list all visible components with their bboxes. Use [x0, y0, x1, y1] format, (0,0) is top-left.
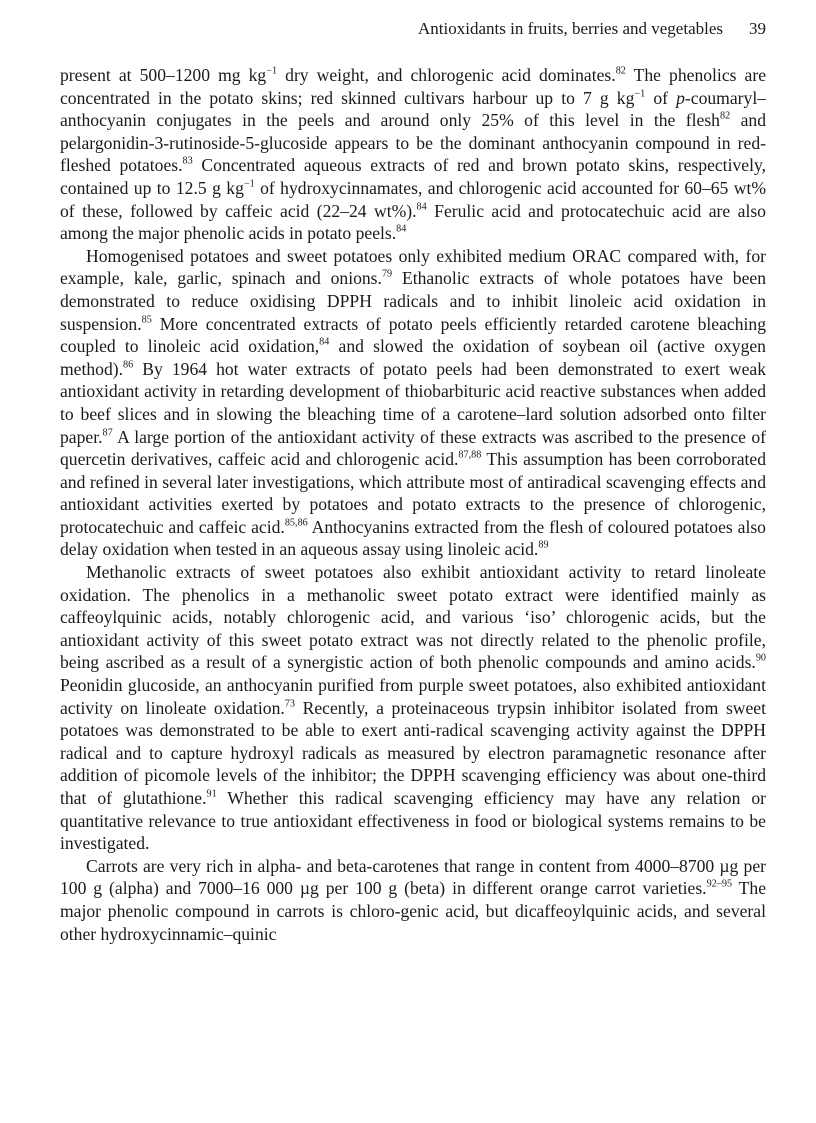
citation-ref: 84 — [416, 201, 427, 213]
text-run: Methanolic extracts of sweet potatoes also exhibit antioxidant activity to retard linoleate oxidation. The phenolics in a methanolic sweet potato extract were identified mainly as caffeoylquinic acids, notably chlorogenic acid, and various ‘iso’ chlorogenic acids, but the antioxidant activity of this sweet potato extract was not directly related to the phenolic profile, being ascribed as a result of a synergistic action of both phenolic compounds and amino acids. — [60, 562, 766, 673]
text-run: More concentrated extracts of potato peels efficiently retarded carotene bleaching coupled to linoleic acid oxidation, — [60, 313, 766, 357]
citation-ref: −1 — [266, 65, 278, 77]
text-run: and pelargonidin-3-rutinoside-5-glucoside appears to be the dominant anthocyanin compound in red-fleshed potatoes. — [60, 110, 766, 176]
citation-ref: 79 — [381, 269, 393, 280]
body-text — [60, 64, 766, 945]
running-title: Antioxidants in fruits, berries and vegetables — [418, 19, 723, 38]
text-run: The major phenolic compound in carrots is chloro-genic acid, but dicaffeoylquinic acids, and several other hydroxycinnamic–quinic — [60, 878, 766, 944]
text-run: Recently, a proteinaceous trypsin inhibitor isolated from sweet potatoes was demonstrated to be able to exert anti-radical scavenging activity against the DPPH radical and to capture hydroxyl radicals as measured by electron paramagnetic resonance after addition of picomole levels of the inhibitor; the DPPH scavenging efficiency was about one-third that of glutathione. — [60, 697, 766, 808]
text-run: Whether this radical scavenging efficiency may have any relation or quantitative relevance to true antioxidant effectiveness in food or biological systems remains to be investigated. — [60, 788, 766, 854]
text-run: Homogenised potatoes and sweet potatoes only exhibited medium ORAC compared with, for example, kale, garlic, spinach and onions. — [60, 245, 766, 289]
text-run: Peonidin glucoside, an anthocyanin purified from purple sweet potatoes, also exhibited antioxidant activity on linoleate oxidation. — [60, 675, 766, 718]
text-run: Ferulic acid and protocatechuic acid are also among the major phenolic acids in potato peels. — [60, 200, 766, 244]
citation-ref: 89 — [538, 540, 549, 552]
citation-ref: 73 — [284, 698, 295, 710]
text-run: and slowed the oxidation of soybean oil (active oxygen method). — [60, 336, 766, 379]
text-run: The phenolics are concentrated in the potato skins; red skinned cultivars harbour up to 7 g kg — [60, 65, 767, 108]
running-header — [60, 18, 766, 40]
citation-ref: 84 — [319, 336, 330, 348]
text-run: Anthocyanins extracted from the flesh of coloured potatoes also delay oxidation when tested in an aqueous assay using linoleic acid. — [60, 516, 766, 560]
citation-ref: 90 — [755, 653, 766, 665]
text-run: Carrots are very rich in alpha- and beta-carotenes that range in content from 4000–8700 µg per 100 g (alpha) and 7000–16 000 µg per 100 g (beta) in different orange carrot varieties. — [60, 855, 766, 899]
citation-ref: 84 — [396, 223, 407, 235]
text-run: dry weight, and chlorogenic acid dominates. — [277, 65, 616, 85]
citation-ref: 82 — [615, 65, 626, 77]
paragraph — [60, 245, 766, 561]
text-run: p — [676, 87, 685, 108]
citation-ref: −1 — [634, 88, 646, 100]
text-run: of — [645, 87, 677, 108]
text-run: By 1964 hot water extracts of potato peels had been demonstrated to exert weak antioxidant activity in retarding development of thiobarbituric acid reactive substances when added to beef slices and in slowing the bleaching time of a carotene–lard solution adsorbed onto filter paper. — [60, 358, 766, 447]
citation-ref: 85,86 — [284, 517, 308, 529]
text-run: A large portion of the antioxidant activity of these extracts was ascribed to the presence of quercetin derivatives, caffeic acid and chlorogenic acid. — [60, 426, 766, 470]
text-run: Ethanolic extracts of whole potatoes have been demonstrated to reduce oxidising DPPH radicals and to inhibit linoleic acid oxidation in suspension. — [60, 268, 767, 334]
paragraph — [60, 855, 766, 945]
text-run: -coumaryl–anthocyanin conjugates in the peels and around only 25% of this level in the flesh — [60, 87, 767, 131]
citation-ref: 92–95 — [706, 879, 733, 891]
text-run: present at 500–1200 mg kg — [60, 65, 267, 85]
page-number: 39 — [749, 19, 766, 38]
citation-ref: 82 — [719, 110, 731, 122]
paragraph — [60, 64, 766, 245]
text-run: This assumption has been corroborated and refined in several later investigations, which attribute most of antiradical scavenging effects and antioxidant activities exerted by potatoes and potato extracts to the presence of chlorogenic, protocatechuic and caffeic acid. — [60, 449, 766, 537]
citation-ref: 91 — [206, 788, 217, 800]
citation-ref: 86 — [123, 359, 134, 371]
citation-ref: 85 — [141, 314, 152, 326]
paragraph — [60, 561, 766, 855]
text-run: Concentrated aqueous extracts of red and brown potato skins, respectively, contained up to 12.5 g kg — [60, 155, 767, 198]
citation-ref: 87,88 — [458, 449, 482, 461]
citation-ref: 83 — [182, 156, 193, 168]
citation-ref: −1 — [243, 178, 255, 190]
text-run: of hydroxycinnamates, and chlorogenic acid accounted for 60–65 wt% of these, followed by caffeic acid (22–24 wt%). — [60, 177, 766, 221]
citation-ref: 87 — [102, 427, 113, 439]
